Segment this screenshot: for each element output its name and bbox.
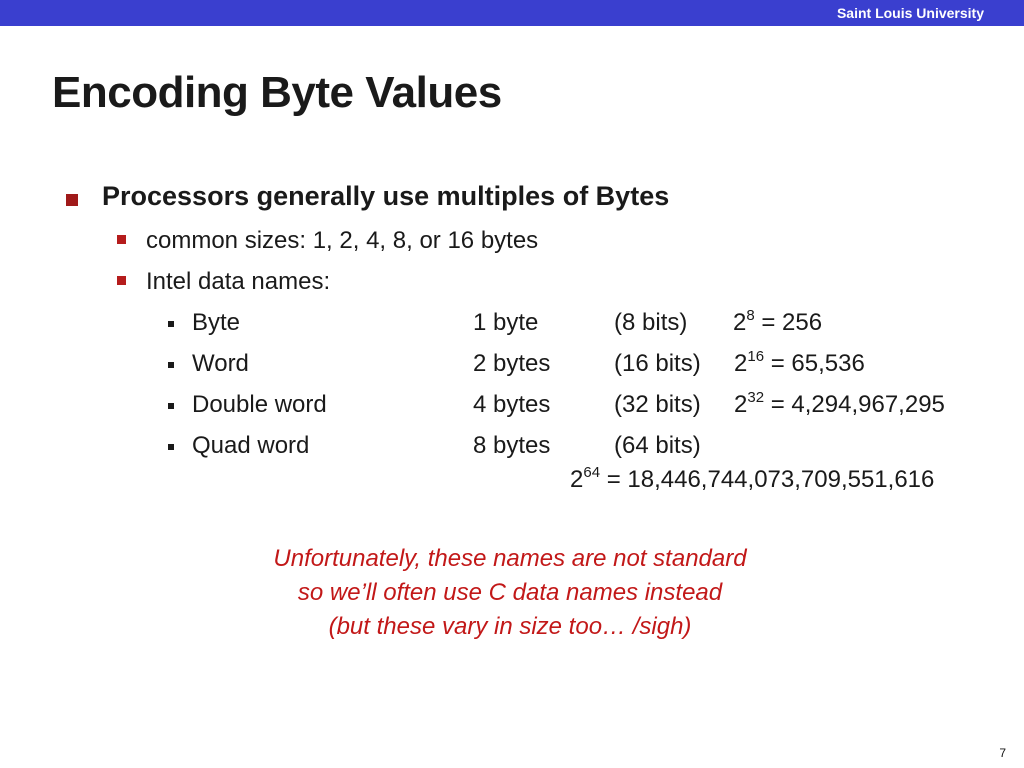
sub-bullet-icon	[117, 235, 126, 244]
data-name-label: Quad word	[192, 432, 310, 459]
header-bar	[0, 0, 1024, 26]
data-name-bytes: 2 bytes	[473, 350, 551, 377]
sub-bullet-common-sizes: common sizes: 1, 2, 4, 8, or 16 bytes	[146, 227, 539, 254]
page-number: 7	[999, 746, 1006, 760]
data-name-range: $2^{32} = 4,294,967,295$	[734, 389, 945, 418]
data-name-bits: (16 bits)	[614, 350, 701, 377]
data-name-label: Word	[192, 350, 249, 377]
data-name-label: Double word	[192, 391, 327, 418]
note-line-3: (but these vary in size too… /sigh)	[328, 613, 692, 640]
data-name-bits: (32 bits)	[614, 391, 701, 418]
note-line-1: Unfortunately, these names are not standard	[273, 545, 747, 572]
data-name-range: $2^{64} = 18,446,744,073,709,551,616$	[570, 464, 935, 493]
data-name-range: $2^8 = 256$	[733, 307, 823, 336]
data-name-bytes: 1 byte	[473, 309, 539, 336]
data-name-bytes: 8 bytes	[473, 432, 551, 459]
main-bullet-text: Processors generally use multiples of Bytes	[102, 181, 670, 211]
data-name-bytes: 4 bytes	[473, 391, 551, 418]
data-name-bits: (64 bits)	[614, 432, 701, 459]
sub-bullet-icon	[117, 276, 126, 285]
sub-bullet-intel-names: Intel data names:	[146, 268, 331, 295]
bullet-square-icon	[66, 194, 78, 206]
sub-sub-bullet-icon	[168, 321, 174, 327]
sub-sub-bullet-icon	[168, 403, 174, 409]
sub-sub-bullet-icon	[168, 362, 174, 368]
slide-title: Encoding Byte Values	[52, 68, 502, 117]
data-name-range: $2^{16} = 65,536$	[734, 348, 865, 377]
data-name-label: Byte	[192, 309, 241, 336]
note-line-2: so we’ll often use C data names instead	[297, 579, 723, 606]
data-name-bits: (8 bits)	[614, 309, 688, 336]
university-name: Saint Louis University	[836, 5, 984, 21]
sub-sub-bullet-icon	[168, 444, 174, 450]
